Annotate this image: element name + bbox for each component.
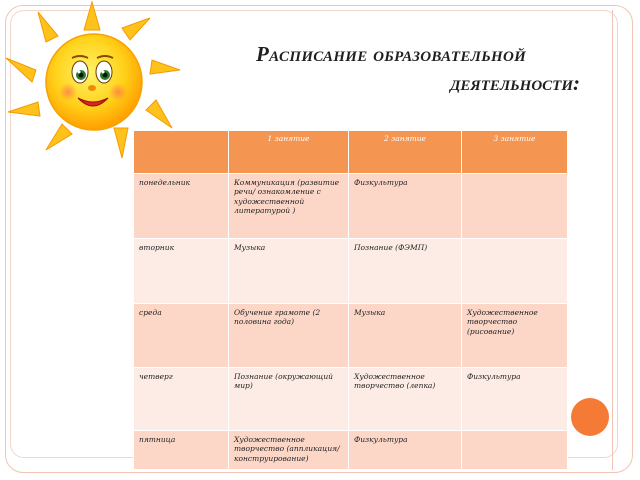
day-cell: четверг <box>134 368 229 431</box>
table-row <box>134 239 568 304</box>
day-cell: среда <box>134 304 229 368</box>
day-cell: понедельник <box>134 174 229 239</box>
lesson-cell: Познание (ФЭМП) <box>349 239 462 304</box>
table-row <box>134 431 568 470</box>
lesson-cell: Физкультура <box>349 431 462 470</box>
table-header-row <box>134 131 568 174</box>
lesson-cell <box>462 239 568 304</box>
lesson-cell: Художественное творчество (лепка) <box>349 368 462 431</box>
lesson-cell: Художественное творчество (рисование) <box>462 304 568 368</box>
day-cell: вторник <box>134 239 229 304</box>
title-line-2: деятельности: <box>450 71 580 95</box>
lesson-cell: Коммуникация (развитие речи/ ознакомление с художественной литературой ) <box>229 174 349 239</box>
table-row <box>134 304 568 368</box>
header-cell-empty <box>134 131 229 174</box>
lesson-cell: Музыка <box>349 304 462 368</box>
decorative-circle <box>571 398 609 436</box>
lesson-cell: Обучение грамоте (2 половина года) <box>229 304 349 368</box>
schedule-table <box>133 130 568 470</box>
title-line-1: Расписание образовательной <box>256 42 527 66</box>
lesson-cell: Физкультура <box>349 174 462 239</box>
page-title <box>240 42 600 96</box>
lesson-cell: Познание (окружающий мир) <box>229 368 349 431</box>
table-row <box>134 368 568 431</box>
lesson-cell: Музыка <box>229 239 349 304</box>
lesson-cell: Физкультура <box>462 368 568 431</box>
lesson-cell <box>462 174 568 239</box>
lesson-cell: Художественное творчество (аппликация/ конструирование) <box>229 431 349 470</box>
header-cell-lesson-1: 1 занятие <box>229 131 349 174</box>
header-cell-lesson-2: 2 занятие <box>349 131 462 174</box>
table-row <box>134 174 568 239</box>
header-cell-lesson-3: 3 занятие <box>462 131 568 174</box>
decorative-line <box>612 10 613 470</box>
lesson-cell <box>462 431 568 470</box>
day-cell: пятница <box>134 431 229 470</box>
